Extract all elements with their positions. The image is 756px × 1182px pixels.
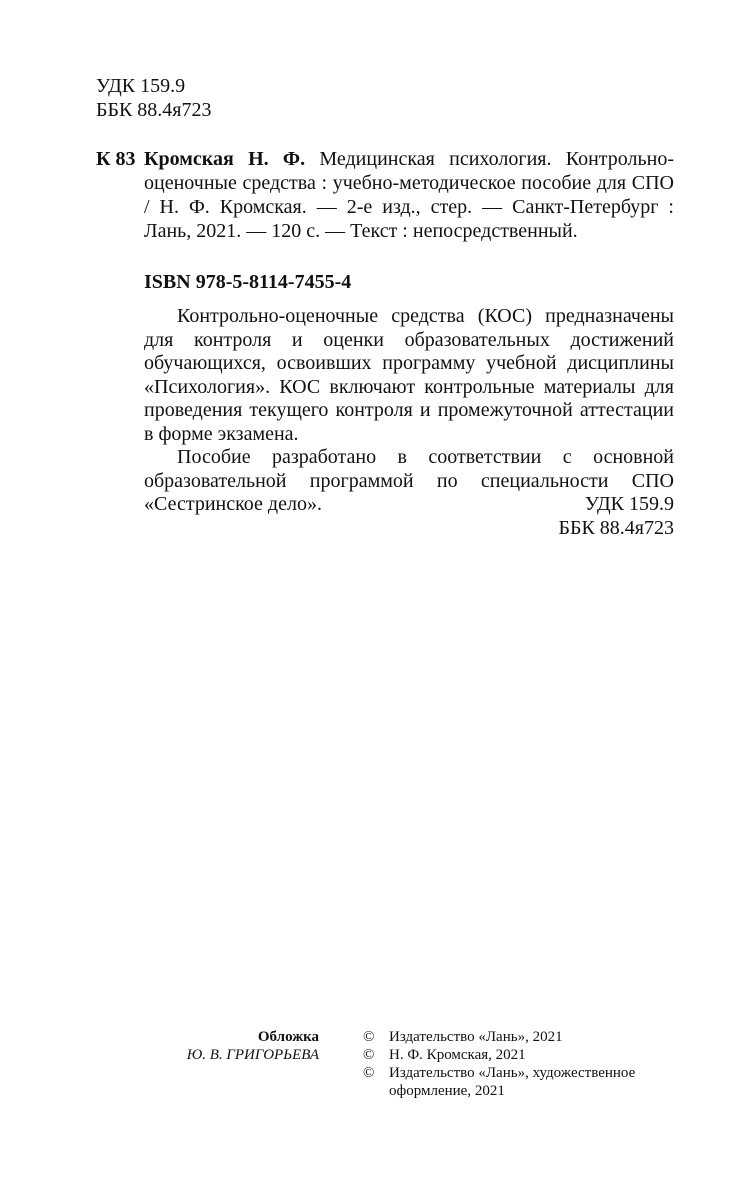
copyright-block — [363, 1028, 683, 1100]
author-name: Кромская Н. Ф. — [144, 148, 306, 170]
annotation-paragraph: Контрольно-оценочные средства (КОС) предназначены для контроля и оценки образовательных достижений обучающихся, освоивших программу учебной дисциплины «Психология». КОС включают контрольные материалы для проведения текущего контроля и промежуточной аттестации в форме экзамена. — [144, 305, 674, 445]
cover-credit — [96, 1028, 319, 1064]
classification-bottom — [144, 492, 674, 540]
annotation — [144, 305, 674, 517]
copyright-symbol: © — [363, 1047, 375, 1063]
copyright-text: Издательство «Лань», 2021 — [389, 1029, 563, 1045]
cover-designer: Ю. В. ГРИГОРЬЕВА — [186, 1047, 319, 1063]
annotation-paragraph: Пособие разработано в соответствии с основной образовательной программой по специальности СПО «Сестринское дело». — [144, 446, 674, 515]
udk-code: УДК 159.9 — [584, 493, 674, 515]
copyright-line — [363, 1028, 683, 1046]
bibliographic-description — [144, 147, 674, 243]
bbk-code: ББК 88.4я723 — [558, 517, 674, 539]
copyright-line — [363, 1064, 683, 1100]
udk-code: УДК 159.9 — [96, 75, 186, 97]
description-text: Медицинская психология. Контрольно-оценочные средства : учебно-методическое пособие для СПО / Н. Ф. Кромская. — 2-е изд., стер. — Санкт-Петербург : Лань, 2021. — 120 с. — Текст : непосредственный. — [144, 148, 674, 242]
bibliographic-entry — [96, 147, 674, 243]
author-sign: К 83 — [96, 148, 136, 170]
classification-top — [96, 74, 212, 122]
copyright-symbol: © — [363, 1029, 375, 1045]
copyright-text: Издательство «Лань», художественное оформление, 2021 — [389, 1065, 636, 1099]
copyright-text: Н. Ф. Кромская, 2021 — [389, 1047, 526, 1063]
bbk-code: ББК 88.4я723 — [96, 99, 212, 121]
isbn: ISBN 978-5-8114-7455-4 — [144, 271, 352, 293]
copyright-line — [363, 1046, 683, 1064]
copyright-symbol: © — [363, 1065, 375, 1081]
cover-label: Обложка — [257, 1029, 319, 1045]
